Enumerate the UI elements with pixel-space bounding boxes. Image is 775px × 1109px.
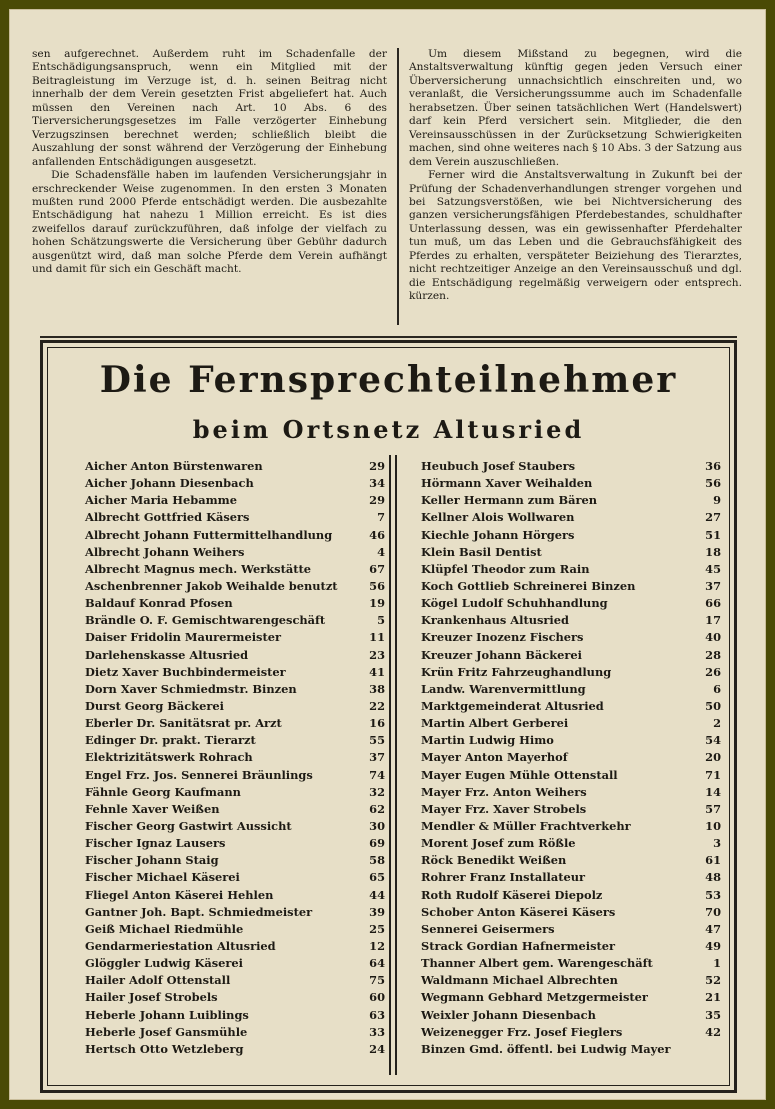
- subscriber-name: Wegmann Gebhard Metzgermeister: [421, 990, 648, 1005]
- subscriber-name: Kreuzer Inozenz Fischers: [421, 630, 584, 645]
- subscriber-name: Aicher Maria Hebamme: [85, 493, 237, 508]
- subscriber-entry: [85, 544, 385, 561]
- subscriber-name: Mayer Frz. Xaver Strobels: [421, 801, 587, 816]
- subscriber-entry: [421, 887, 721, 904]
- subscriber-name: Mendler & Müller Frachtverkehr: [421, 818, 631, 833]
- subscriber-number: 70: [705, 904, 721, 919]
- subscriber-name: Martin Albert Gerberei: [421, 716, 569, 731]
- subscriber-entry: [85, 647, 385, 664]
- subscriber-number: 20: [705, 750, 721, 765]
- subscriber-entry: [85, 1024, 385, 1041]
- subscriber-number: 55: [369, 733, 385, 748]
- subscriber-name: Hertsch Otto Wetzleberg: [85, 1041, 244, 1056]
- subscriber-entry: [421, 492, 721, 509]
- subscriber-name: Kellner Alois Wollwaren: [421, 510, 575, 525]
- subscriber-name: Baldauf Konrad Pfosen: [85, 596, 233, 611]
- subscriber-entry: [421, 921, 721, 938]
- subscriber-number: 7: [377, 510, 385, 525]
- article-paragraph: sen aufgerechnet. Außerdem ruht im Schadenfalle der Entschädigungsanspruch, wenn ein Mitglied mit der Beitragleistung im Verzuge ist, d. h. seinen Beitrag nicht innerhalb der dem Verein gesetzten Frist abgeliefert hat. Auch müssen den Vereinen nach Art. 10 Abs. 6 des Tierversicherungsgesetzes im Falle verzögerter Einhebung Verzugszinsen berechnet werden; schließlich bleibt die Auszahlung der sonst während der Verzögerung der Einhebung anfallenden Entschädigungen ausgesetzt.: [32, 48, 387, 168]
- subscriber-entry: [421, 801, 721, 818]
- subscriber-number: 42: [705, 1024, 721, 1039]
- subscriber-name: Eberler Dr. Sanitätsrat pr. Arzt: [85, 716, 282, 731]
- subscriber-number: 29: [369, 459, 385, 473]
- subscriber-name: Kreuzer Johann Bäckerei: [421, 647, 582, 662]
- directory-subtitle: beim Ortsnetz Altusried: [192, 415, 585, 444]
- subscriber-number: 75: [369, 973, 385, 988]
- subscriber-name: Fischer Ignaz Lausers: [85, 836, 226, 851]
- subscriber-name: Heberle Johann Luiblings: [85, 1007, 249, 1022]
- subscriber-name: Mayer Anton Mayerhof: [421, 750, 568, 765]
- subscriber-number: 14: [705, 784, 721, 799]
- subscriber-name: Heberle Josef Gansmühle: [85, 1024, 248, 1039]
- subscriber-number: 5: [377, 613, 385, 628]
- subscriber-number: 48: [705, 870, 721, 885]
- subscriber-number: 41: [369, 664, 385, 679]
- subscriber-entry: [421, 629, 721, 646]
- subscriber-number: 49: [705, 938, 721, 953]
- subscriber-name: Keller Hermann zum Bären: [421, 493, 598, 508]
- subscriber-entry: [421, 1007, 721, 1024]
- subscriber-number: 47: [705, 921, 721, 936]
- subscriber-entry: [421, 955, 721, 972]
- subscriber-number: 16: [369, 716, 385, 731]
- subscriber-number: 61: [705, 853, 721, 868]
- subscriber-name: Gantner Joh. Bapt. Schmiedmeister: [85, 904, 313, 919]
- subscriber-name: Schober Anton Käserei Käsers: [421, 904, 616, 919]
- subscriber-name: Martin Ludwig Himo: [421, 733, 554, 748]
- subscriber-name: Fehnle Xaver Weißen: [85, 801, 220, 816]
- subscriber-entry: [85, 767, 385, 784]
- subscriber-number: 51: [705, 527, 721, 542]
- subscriber-name: Aschenbrenner Jakob Weihalde benutzt: [85, 578, 338, 593]
- subscriber-entry: [421, 595, 721, 612]
- subscriber-entry: [85, 561, 385, 578]
- subscriber-number: 4: [377, 544, 385, 559]
- subscriber-number: 38: [369, 681, 385, 696]
- subscriber-entry: [85, 938, 385, 955]
- subscriber-name: Albrecht Magnus mech. Werkstätte: [85, 561, 311, 576]
- subscriber-list-left: [85, 458, 385, 1058]
- subscriber-number: 57: [705, 801, 721, 816]
- subscriber-number: 46: [369, 527, 385, 542]
- subscriber-name: Fischer Michael Käserei: [85, 870, 240, 885]
- subscriber-entry: [85, 1007, 385, 1024]
- subscriber-number: 54: [705, 733, 721, 748]
- subscriber-name: Geiß Michael Riedmühle: [85, 921, 244, 936]
- subscriber-entry: [85, 989, 385, 1006]
- subscriber-number: 36: [705, 459, 721, 473]
- subscriber-entry: [421, 904, 721, 921]
- subscriber-number: 27: [705, 510, 721, 525]
- subscriber-entry: [85, 818, 385, 835]
- subscriber-name: Aicher Anton Bürstenwaren: [85, 459, 263, 473]
- subscriber-name: Gendarmeriestation Altusried: [85, 938, 276, 953]
- subscriber-entry: [85, 835, 385, 852]
- subscriber-name: Hailer Adolf Ottenstall: [85, 973, 231, 988]
- list-divider: [389, 455, 391, 1075]
- subscriber-name: Krün Fritz Fahrzeughandlung: [421, 664, 612, 679]
- subscriber-name: Edinger Dr. prakt. Tierarzt: [85, 733, 256, 748]
- directory-box: [40, 340, 737, 1093]
- subscriber-list-right: [421, 458, 721, 1058]
- subscriber-name: Kögel Ludolf Schuhhandlung: [421, 596, 608, 611]
- subscriber-entry: [421, 561, 721, 578]
- article-paragraph: Ferner wird die Anstaltsverwaltung in Zukunft bei der Prüfung der Schadenverhandlungen strenger vorgehen und bei Satzungsverstößen, wie bei Nichtversicherung des ganzen versicherungsfähigen Pferdebestandes, schuldhafter Unterlassung dessen, was ein gewissenhafter Pferdehalter tun muß, um das Leben und die Gebrauchsfähigkeit des Pferdes zu erhalten, verspäteter Beiziehung des Tierarztes, nicht rechtzeitiger Anzeige an den Vereinsausschuß und dgl. die Entschädigung regelmäßig verweigern oder entsprech. kürzen.: [409, 169, 742, 303]
- subscriber-entry: [421, 989, 721, 1006]
- subscriber-entry: [85, 595, 385, 612]
- subscriber-name: Albrecht Johann Futtermittelhandlung: [85, 527, 333, 542]
- subscriber-entry: [85, 527, 385, 544]
- subscriber-name: Landw. Warenvermittlung: [421, 681, 586, 696]
- subscriber-name: Waldmann Michael Albrechten: [421, 973, 618, 988]
- subscriber-name: Daiser Fridolin Maurermeister: [85, 630, 281, 645]
- subscriber-entry: [421, 647, 721, 664]
- subscriber-name: Engel Frz. Jos. Sennerei Bräunlings: [85, 767, 313, 782]
- subscriber-number: 26: [705, 664, 721, 679]
- subscriber-number: 21: [705, 990, 721, 1005]
- subscriber-name: Mayer Frz. Anton Weihers: [421, 784, 587, 799]
- subscriber-number: 10: [705, 818, 721, 833]
- subscriber-entry: [85, 955, 385, 972]
- subscriber-number: 60: [369, 990, 385, 1005]
- subscriber-number: 50: [705, 698, 721, 713]
- subscriber-number: 19: [369, 596, 385, 611]
- subscriber-entry: [85, 681, 385, 698]
- subscriber-name: Hörmann Xaver Weihalden: [421, 476, 593, 491]
- subscriber-number: 66: [705, 596, 721, 611]
- subscriber-number: 37: [705, 578, 721, 593]
- subscriber-name: Thanner Albert gem. Warengeschäft: [421, 956, 653, 971]
- subscriber-entry: [421, 475, 721, 492]
- subscriber-entry: [421, 1041, 721, 1058]
- subscriber-number: 25: [369, 921, 385, 936]
- subscriber-number: 23: [369, 647, 385, 662]
- subscriber-number: 11: [369, 630, 385, 645]
- subscriber-entry: [85, 578, 385, 595]
- subscriber-number: 64: [369, 956, 385, 971]
- subscriber-entry: [85, 801, 385, 818]
- subscriber-entry: [85, 732, 385, 749]
- subscriber-number: 56: [369, 578, 385, 593]
- subscriber-name: Röck Benedikt Weißen: [421, 853, 567, 868]
- subscriber-name: Rohrer Franz Installateur: [421, 870, 586, 885]
- subscriber-entry: [421, 544, 721, 561]
- subscriber-entry: [421, 578, 721, 595]
- subscriber-entry: [421, 681, 721, 698]
- subscriber-entry: [85, 629, 385, 646]
- subscriber-number: 69: [369, 836, 385, 851]
- subscriber-name: Brändle O. F. Gemischtwarengeschäft: [85, 613, 326, 628]
- subscriber-name: Albrecht Johann Weihers: [85, 544, 245, 559]
- subscriber-entry: [85, 698, 385, 715]
- subscriber-number: 56: [705, 476, 721, 491]
- subscriber-name: Mayer Eugen Mühle Ottenstall: [421, 767, 618, 782]
- subscriber-number: 71: [705, 767, 721, 782]
- newspaper-page: [9, 9, 766, 1100]
- subscriber-name: Morent Josef zum Rößle: [421, 836, 576, 851]
- subscriber-entry: [85, 475, 385, 492]
- subscriber-name: Klein Basil Dentist: [421, 544, 542, 559]
- subscriber-name: Fliegel Anton Käserei Hehlen: [85, 887, 274, 902]
- subscriber-number: 45: [705, 561, 721, 576]
- subscriber-name: Binzen Gmd. öffentl. bei Ludwig Mayer: [421, 1041, 671, 1056]
- subscriber-name: Weizenegger Frz. Josef Fieglers: [421, 1024, 623, 1039]
- subscriber-name: Weixler Johann Diesenbach: [421, 1007, 596, 1022]
- subscriber-number: 18: [705, 544, 721, 559]
- subscriber-entry: [421, 784, 721, 801]
- subscriber-number: 40: [705, 630, 721, 645]
- subscriber-entry: [421, 852, 721, 869]
- subscriber-entry: [85, 921, 385, 938]
- subscriber-number: 24: [369, 1041, 385, 1056]
- subscriber-entry: [421, 664, 721, 681]
- subscriber-entry: [421, 612, 721, 629]
- subscriber-entry: [421, 698, 721, 715]
- subscriber-number: 35: [705, 1007, 721, 1022]
- subscriber-entry: [421, 818, 721, 835]
- subscriber-number: 3: [713, 836, 721, 851]
- section-rule: [40, 336, 737, 338]
- subscriber-number: 62: [369, 801, 385, 816]
- subscriber-number: 22: [369, 698, 385, 713]
- subscriber-name: Krankenhaus Altusried: [421, 613, 569, 628]
- article-column-left: [32, 48, 387, 277]
- subscriber-entry: [85, 904, 385, 921]
- subscriber-number: 6: [713, 681, 721, 696]
- subscriber-number: 52: [705, 973, 721, 988]
- subscriber-name: Aicher Johann Diesenbach: [85, 476, 254, 491]
- subscriber-entry: [85, 972, 385, 989]
- subscriber-name: Albrecht Gottfried Käsers: [85, 510, 250, 525]
- subscriber-entry: [421, 938, 721, 955]
- subscriber-entry: [85, 852, 385, 869]
- subscriber-entry: [85, 784, 385, 801]
- subscriber-name: Darlehenskasse Altusried: [85, 647, 249, 662]
- subscriber-entry: [85, 869, 385, 886]
- subscriber-entry: [85, 509, 385, 526]
- directory-title: Die Fernsprechteilnehmer: [99, 359, 678, 401]
- subscriber-number: 9: [713, 493, 721, 508]
- subscriber-entry: [421, 509, 721, 526]
- subscriber-entry: [421, 715, 721, 732]
- subscriber-number: 33: [369, 1024, 385, 1039]
- subscriber-name: Sennerei Geisermers: [421, 921, 555, 936]
- subscriber-name: Glöggler Ludwig Käserei: [85, 956, 243, 971]
- subscriber-name: Roth Rudolf Käserei Diepolz: [421, 887, 603, 902]
- subscriber-number: 74: [369, 767, 385, 782]
- article-paragraph: Die Schadensfälle haben im laufenden Versicherungsjahr in erschreckender Weise zugenommen. In den ersten 3 Monaten mußten rund 2000 Pferde entschädigt werden. Die ausbezahlte Entschädigung hat nahezu 1 Million erreicht. Es ist dies zweifellos darauf zurückzuführen, daß infolge der vielfach zu hohen Schätzungswerte die Versicherung über Gebühr dadurch ausgenützt wird, daß man solche Pferde dem Verein aufhängt und damit für sich ein Geschäft macht.: [32, 169, 387, 276]
- subscriber-number: 39: [369, 904, 385, 919]
- subscriber-name: Elektrizitätswerk Rohrach: [85, 750, 253, 765]
- subscriber-entry: [85, 715, 385, 732]
- subscriber-name: Fähnle Georg Kaufmann: [85, 784, 241, 799]
- subscriber-number: 12: [369, 938, 385, 953]
- subscriber-name: Hailer Josef Strobels: [85, 990, 218, 1005]
- subscriber-number: 1: [713, 956, 721, 971]
- subscriber-number: 37: [369, 750, 385, 765]
- article-paragraph: Um diesem Mißstand zu begegnen, wird die Anstaltsverwaltung künftig gegen jeden Versuch einer Überversicherung unnachsichtlich einschreiten und, wo veranlaßt, die Versicherungssumme auch im Schadenfalle herabsetzen. Über seinen tatsächlichen Wert (Handelswert) darf kein Pferd versichert sein. Mitglieder, die den Vereinsausschüssen in der Zurücksetzung Schwierigkeiten machen, sind ohne weiteres nach § 10 Abs. 3 der Satzung aus dem Verein auszuschließen.: [409, 48, 742, 168]
- subscriber-number: 2: [713, 716, 721, 731]
- subscriber-entry: [85, 492, 385, 509]
- list-divider: [395, 455, 397, 1075]
- subscriber-number: 30: [369, 818, 385, 833]
- subscriber-entry: [421, 527, 721, 544]
- subscriber-entry: [421, 835, 721, 852]
- subscriber-entry: [85, 612, 385, 629]
- subscriber-number: 67: [369, 561, 385, 576]
- subscriber-name: Dietz Xaver Buchbindermeister: [85, 664, 286, 679]
- subscriber-name: Kiechle Johann Hörgers: [421, 527, 575, 542]
- subscriber-entry: [421, 749, 721, 766]
- subscriber-number: 29: [369, 493, 385, 508]
- subscriber-entry: [421, 732, 721, 749]
- subscriber-entry: [85, 664, 385, 681]
- subscriber-name: Marktgemeinderat Altusried: [421, 698, 604, 713]
- subscriber-name: Dorn Xaver Schmiedmstr. Binzen: [85, 681, 297, 696]
- subscriber-number: 58: [369, 853, 385, 868]
- subscriber-name: Heubuch Josef Staubers: [421, 459, 576, 473]
- subscriber-number: 53: [705, 887, 721, 902]
- subscriber-entry: [85, 458, 385, 475]
- subscriber-name: Durst Georg Bäckerei: [85, 698, 224, 713]
- subscriber-entry: [421, 458, 721, 475]
- subscriber-number: 32: [369, 784, 385, 799]
- subscriber-name: Strack Gordian Hafnermeister: [421, 938, 616, 953]
- subscriber-number: 44: [369, 887, 385, 902]
- subscriber-entry: [85, 1041, 385, 1058]
- subscriber-number: 63: [369, 1007, 385, 1022]
- subscriber-entry: [85, 749, 385, 766]
- subscriber-name: Fischer Georg Gastwirt Aussicht: [85, 818, 292, 833]
- subscriber-number: 65: [369, 870, 385, 885]
- subscriber-entry: [421, 972, 721, 989]
- subscriber-entry: [85, 887, 385, 904]
- subscriber-entry: [421, 869, 721, 886]
- subscriber-name: Fischer Johann Staig: [85, 853, 219, 868]
- subscriber-number: 17: [705, 613, 721, 628]
- subscriber-name: Klüpfel Theodor zum Rain: [421, 561, 590, 576]
- subscriber-entry: [421, 1024, 721, 1041]
- subscriber-number: 28: [705, 647, 721, 662]
- article-column-right: [409, 48, 742, 304]
- subscriber-entry: [421, 767, 721, 784]
- subscriber-number: 34: [369, 476, 385, 491]
- subscriber-name: Koch Gottlieb Schreinerei Binzen: [421, 578, 636, 593]
- column-divider: [397, 48, 399, 325]
